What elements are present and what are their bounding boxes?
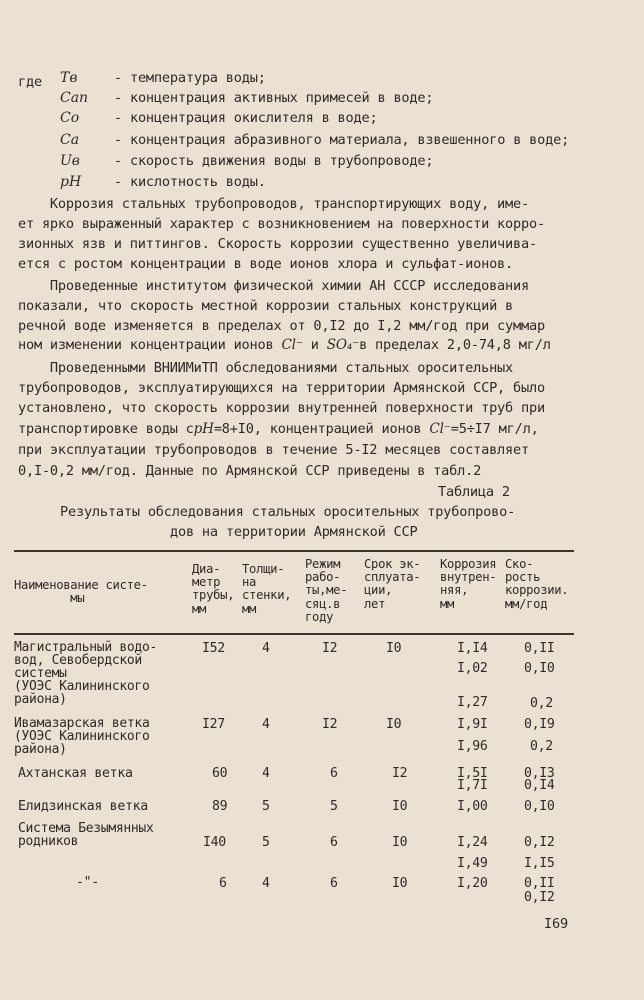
header-rate: Ско- рость коррозии. мм/год: [505, 557, 569, 611]
cell-rate: 0,I3: [524, 766, 555, 781]
table-top-rule: [14, 550, 574, 552]
cell-rate: 0,I0: [524, 661, 555, 676]
cell-diameter: I52: [202, 641, 225, 656]
cell-name: Елидзинская ветка: [18, 799, 148, 814]
cell-diameter: 60: [212, 766, 228, 781]
cell-name: -"-: [76, 875, 99, 890]
header-thickness: Толщи- на стенки, мм: [242, 562, 292, 616]
cell-corrosion: I,49: [457, 856, 488, 871]
cell-term: I0: [392, 876, 408, 891]
definition-text: - концентрация окислителя в воде;: [114, 110, 378, 126]
definition-symbol: Tв: [60, 70, 78, 86]
paragraph-line: 0,I-0,2 мм/год. Данные по Армянской ССР приведены в табл.2: [18, 463, 482, 479]
cell-thickness: 5: [262, 835, 270, 850]
cell-diameter: I40: [203, 835, 226, 850]
cell-mode: I2: [322, 641, 338, 656]
cell-corrosion: I,00: [457, 799, 488, 814]
cell-corrosion: I,96: [457, 739, 488, 754]
cell-corrosion: I,27: [457, 695, 488, 710]
paragraph-line: при эксплуатации трубопроводов в течение 5-I2 месяцев составляет: [18, 442, 529, 458]
definition-symbol: Uв: [60, 153, 80, 169]
paragraph-line: показали, что скорость местной коррозии стальных конструкций в: [18, 298, 514, 314]
cell-rate: I,I5: [524, 856, 555, 871]
lead-word: где: [18, 74, 42, 90]
definition-item: [0, 110, 644, 130]
cell-thickness: 4: [262, 766, 270, 781]
definition-text: - кислотность воды.: [114, 174, 266, 190]
cell-corrosion: I,24: [457, 835, 488, 850]
paragraph-line: речной воде изменяется в пределах от 0,I2 до I,2 мм/год при суммар: [18, 318, 545, 334]
cell-name: Ивамазарская ветка (УОЭС Калининского района): [14, 716, 150, 757]
cell-corrosion: I,02: [457, 661, 488, 676]
definition-text: - концентрация абразивного материала, взвешенного в воде;: [114, 132, 570, 148]
definition-text: - скорость движения воды в трубопроводе;: [114, 153, 434, 169]
cell-name: Магистральный водо- вод, Севобердской системы (УОЭС Калининского района): [14, 640, 158, 707]
header-corrosion: Коррозия внутрен- няя, мм: [440, 557, 497, 611]
cell-diameter: 6: [219, 876, 227, 891]
cell-mode: I2: [322, 717, 338, 732]
cell-name: Ахтанская ветка: [18, 766, 133, 781]
cell-thickness: 4: [262, 717, 270, 732]
definition-item: [0, 132, 644, 152]
cell-rate: 0,II: [524, 876, 555, 891]
cell-term: I0: [386, 641, 402, 656]
cell-mode: 5: [330, 799, 338, 814]
paragraph-line: ет ярко выраженный характер с возникновением на поверхности корро-: [18, 216, 545, 232]
cell-mode: 6: [330, 876, 338, 891]
definition-symbol: Cо: [60, 110, 80, 126]
paragraph-line: Коррозия стальных трубопроводов, транспортирующих воду, име-: [18, 196, 529, 212]
definition-item: [0, 90, 644, 110]
cell-term: I0: [392, 799, 408, 814]
paragraph-line: трубопроводов, эксплуатирующихся на территории Армянской ССР, было: [18, 380, 545, 396]
cell-thickness: 4: [262, 641, 270, 656]
definition-item: [0, 70, 644, 90]
cell-corrosion: I,5I: [457, 766, 488, 781]
cell-term: I0: [386, 717, 402, 732]
paragraph-line-with-ph: транспортировке воды сpH=8+I0, концентрацией ионов Cl⁻=5÷I7 мг/л,: [18, 421, 539, 437]
table-caption: дов на территории Армянской ССР: [170, 524, 418, 540]
cell-term: I2: [392, 766, 408, 781]
cell-rate: 0,2: [530, 696, 553, 711]
definition-symbol: Cа: [60, 132, 80, 148]
header-diameter: Диа- метр трубы, мм: [192, 562, 235, 616]
cell-corrosion: I,9I: [457, 717, 488, 732]
paragraph-line: Проведенными ВНИИМиТП обследованиями стальных оросительных: [18, 360, 514, 376]
cell-thickness: 4: [262, 876, 270, 891]
table-caption: Результаты обследования стальных оросительных трубопрово-: [60, 504, 516, 520]
cell-diameter: I27: [202, 717, 225, 732]
cell-rate: 0,I0: [524, 799, 555, 814]
cell-thickness: 5: [262, 799, 270, 814]
cell-rate: 0,I9: [524, 717, 555, 732]
definition-item: [0, 174, 644, 194]
cell-corrosion: I,20: [457, 876, 488, 891]
page-number: I69: [544, 916, 568, 932]
header-name: Наименование систе- мы: [14, 578, 148, 606]
cell-rate: 0,I4: [524, 778, 555, 793]
cell-diameter: 89: [212, 799, 228, 814]
paragraph-line: ется с ростом концентрации в воде ионов хлора и сульфат-ионов.: [18, 256, 514, 272]
paragraph-line: зионных язв и питтингов. Скорость коррозии существенно увеличива-: [18, 236, 537, 252]
definition-symbol: Cап: [60, 90, 89, 106]
cell-term: I0: [392, 835, 408, 850]
definition-symbol: pH: [60, 174, 82, 190]
definition-text: - температура воды;: [114, 70, 266, 86]
cell-name: Система Безымянных родников: [18, 821, 154, 849]
header-term: Срок эк- сплуата- ции, лет: [364, 557, 421, 611]
cell-corrosion: I,I4: [457, 641, 488, 656]
cell-rate: 0,I2: [524, 890, 555, 905]
definition-item: [0, 153, 644, 173]
paragraph-line-with-ions: ном изменении концентрации ионов Cl⁻ и SO₄⁻в пределах 2,0-74,8 мг/л: [18, 337, 551, 353]
table-header-rule: [14, 633, 574, 635]
cell-corrosion: I,7I: [457, 778, 488, 793]
cell-mode: 6: [330, 766, 338, 781]
paragraph-line: установлено, что скорость коррозии внутренней поверхности труб при: [18, 400, 545, 416]
definition-text: - концентрация активных примесей в воде;: [114, 90, 434, 106]
cell-rate: 0,2: [530, 739, 553, 754]
paragraph-line: Проведенные институтом физической химии АН СССР исследования: [18, 278, 529, 294]
header-mode: Режим рабо- ты,ме- сяц.в году: [305, 557, 348, 624]
cell-rate: 0,I2: [524, 835, 555, 850]
cell-rate: 0,II: [524, 641, 555, 656]
table-label: Таблица 2: [438, 484, 510, 500]
cell-mode: 6: [330, 835, 338, 850]
